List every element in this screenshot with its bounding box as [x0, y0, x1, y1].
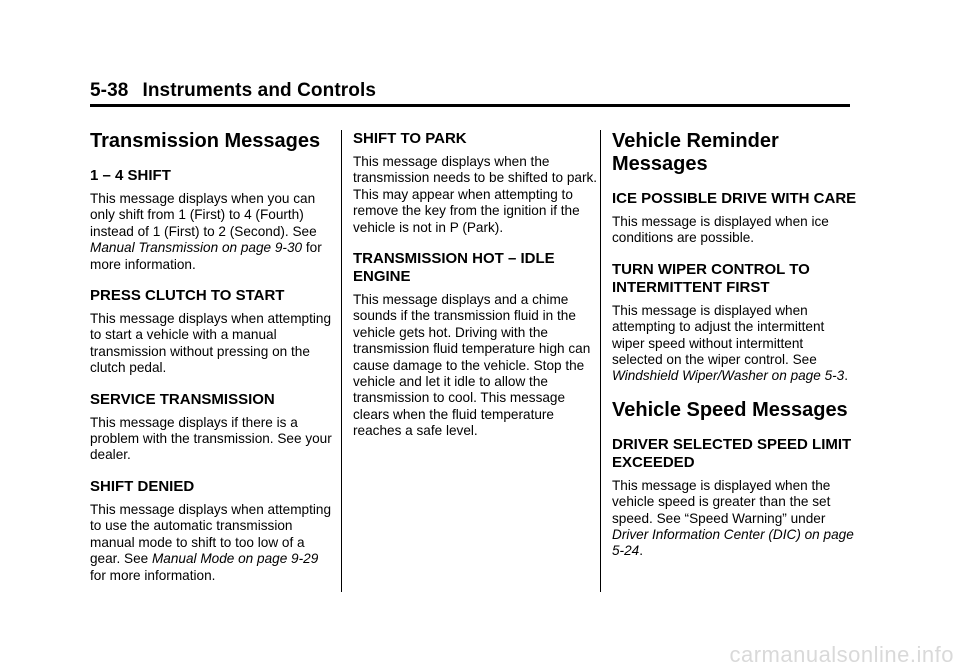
message-description: This message displays when attempting to use the automatic transmission manual mode to shift to too low of a gear. See Manual Mode on page 9-29 for more information.	[90, 501, 332, 583]
watermark: carmanualsonline.info	[729, 642, 954, 667]
message-description: This message displays if there is a problem with the transmission. See your dealer.	[90, 414, 332, 463]
message-description: This message displays when the transmission needs to be shifted to park. This may appear when attempting to remove the key from the ignition if the vehicle is not in P (Park).	[353, 154, 598, 235]
cross-reference-link[interactable]: Driver Information Center (DIC) on page 5-24	[612, 527, 854, 559]
section-heading: Vehicle Reminder Messages	[612, 130, 779, 175]
message-heading: SHIFT TO PARK	[353, 130, 467, 147]
message-description: This message displays and a chime sounds if the transmission fluid in the vehicle gets hot. Driving with the transmission fluid temperature high can cause damage to the vehicle. Stop the vehicle and let it idle to allow the transmission to cool. This message clears when the fluid temperature reaches a safe level.	[353, 292, 591, 439]
section-heading: Transmission Messages	[90, 130, 321, 152]
message-heading: 1 – 4 SHIFT	[90, 167, 171, 184]
page-number: 5-38	[90, 80, 129, 101]
section-title: Instruments and Controls	[142, 80, 377, 101]
message-heading: DRIVER SELECTED SPEED LIMIT EXCEEDED	[612, 435, 852, 471]
column-1	[90, 130, 335, 598]
message-heading: TRANSMISSION HOT – IDLE ENGINE	[353, 250, 555, 286]
message-heading: SHIFT DENIED	[90, 477, 195, 495]
column-divider	[600, 130, 601, 592]
column-2	[353, 130, 598, 454]
section-heading: Vehicle Speed Messages	[612, 398, 848, 421]
cross-reference-link[interactable]: Manual Mode on page 9-29	[151, 551, 319, 567]
message-heading: PRESS CLUTCH TO START	[90, 287, 285, 305]
cross-reference-link[interactable]: Manual Transmission on page 9-30	[90, 240, 303, 256]
message-heading: ICE POSSIBLE DRIVE WITH CARE	[612, 190, 857, 207]
message-description: This message displays when attempting to start a vehicle with a manual transmission without pressing on the clutch pedal.	[90, 311, 332, 376]
column-3	[612, 130, 857, 574]
message-heading: SERVICE TRANSMISSION	[90, 390, 275, 408]
column-divider	[341, 130, 342, 592]
page-header	[90, 80, 376, 102]
message-heading: TURN WIPER CONTROL TO INTERMITTENT FIRST	[612, 260, 810, 296]
message-description: This message is displayed when ice conditions are possible.	[612, 214, 829, 246]
cross-reference-link[interactable]: Windshield Wiper/Washer on page 5-3	[612, 368, 845, 384]
header-rule	[90, 104, 850, 107]
message-description: This message is displayed when the vehicle speed is greater than the set speed. See “Speed Warning” under Driver Information Center (DIC) on page 5-24.	[612, 477, 854, 559]
message-description: This message is displayed when attempting to adjust the intermittent wiper speed without intermittent selected on the wiper control. See Windshield Wiper/Washer on page 5-3.	[612, 302, 849, 384]
message-description: This message displays when you can only shift from 1 (First) to 4 (Fourth) instead of 1 (First) to 2 (Second). See Manual Transmission on page 9-30 for more information.	[90, 191, 322, 272]
